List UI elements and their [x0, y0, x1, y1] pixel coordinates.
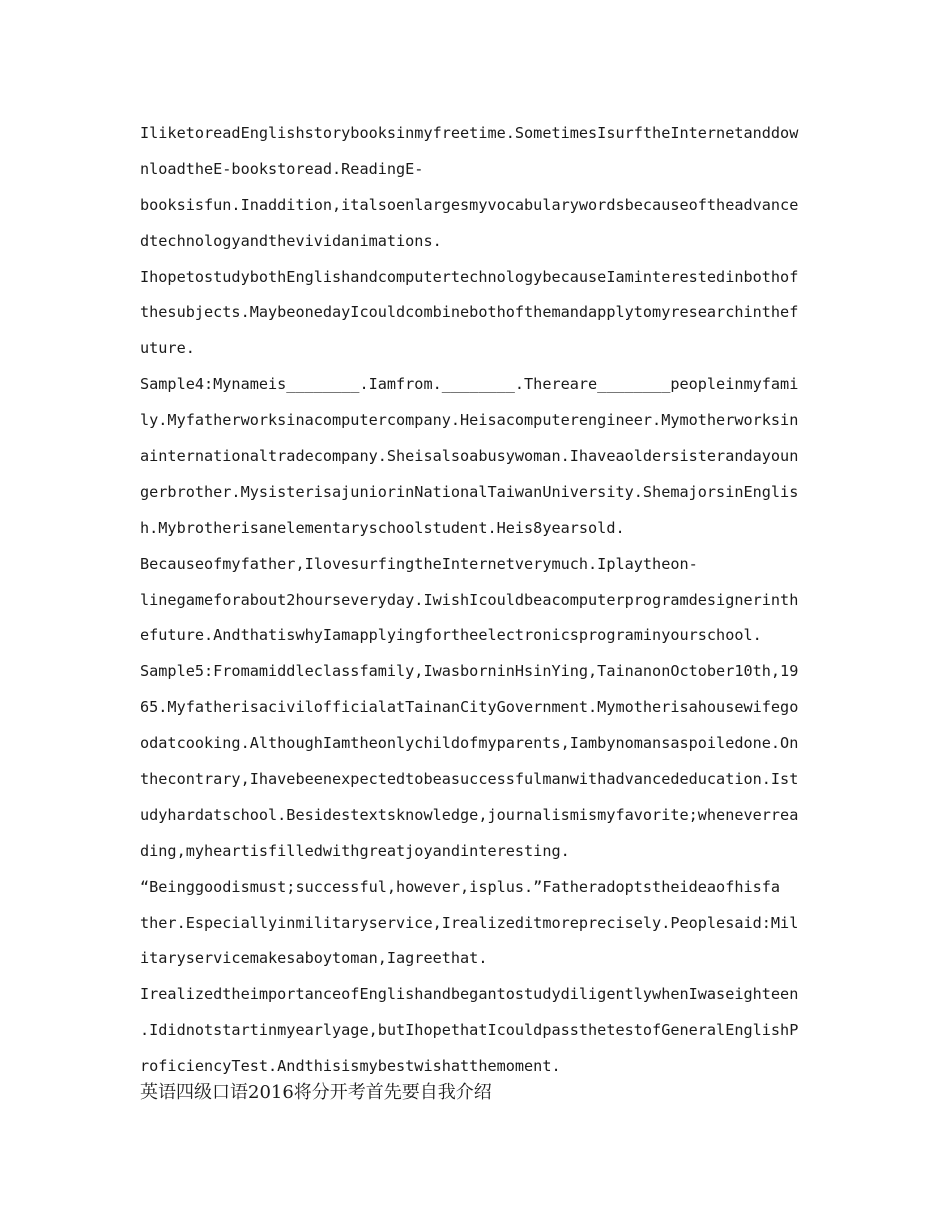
text-line: roficiencyTest.Andthisismybestwishatthemoment.: [140, 1057, 561, 1076]
text-line: uture.: [140, 339, 195, 358]
text-line: ainternationaltradecompany.Sheisalsoabusywoman.Ihaveaoldersisterandayoun: [140, 447, 799, 466]
text-line: Sample4:Mynameis________.Iamfrom.________.Thereare________peopleinmyfami: [140, 375, 799, 394]
text-line: dtechnologyandthevividanimations.: [140, 231, 442, 250]
text-line: ther.Especiallyinmilitaryservice,Irealizeditmoreprecisely.Peoplesaid:Mil: [140, 913, 799, 932]
text-line: IhopetostudybothEnglishandcomputertechnologybecauseIaminterestedinbothof: [140, 267, 799, 286]
text-line: efuture.AndthatiswhyIamapplyingfortheelectronicsprograminyourschool.: [140, 626, 762, 645]
text-line: Sample5:Fromamiddleclassfamily,IwasborninHsinYing,TainanonOctober10th,19: [140, 662, 799, 681]
text-line: itaryservicemakesaboytoman,Iagreethat.: [140, 949, 488, 968]
text-line: nloadtheE-bookstoread.ReadingE-: [140, 159, 424, 178]
text-line: ding,myheartisfilledwithgreatjoyandinteresting.: [140, 841, 570, 860]
text-line: h.Mybrotherisanelementaryschoolstudent.Heis8yearsold.: [140, 518, 625, 537]
text-line: 65.MyfatherisacivilofficialatTainanCityGovernment.Mymotherisahousewifego: [140, 698, 799, 717]
text-line: Becauseofmyfather,IlovesurfingtheInternetverymuch.Iplaytheon-: [140, 554, 698, 573]
text-line: gerbrother.MysisterisajuniorinNationalTaiwanUniversity.ShemajorsinEnglis: [140, 482, 799, 501]
text-line: odatcooking.AlthoughIamtheonlychildofmyparents,Iambynomansaspoiledone.On: [140, 734, 799, 753]
text-line: “Beinggoodismust;successful,however,isplus.”Fatheradoptstheideaofhisfa: [140, 877, 781, 896]
section-heading: 英语四级口语2016将分开考首先要自我介绍: [140, 1082, 492, 1103]
body-text: [140, 116, 820, 1085]
text-line: ly.Myfatherworksinacomputercompany.Heisacomputerengineer.Mymotherworksin: [140, 411, 799, 430]
text-line: IliketoreadEnglishstorybooksinmyfreetime.SometimesIsurftheInternetanddow: [140, 124, 799, 142]
text-line: booksisfun.Inaddition,italsoenlargesmyvocabularywordsbecauseoftheadvance: [140, 195, 799, 214]
text-line: thecontrary,Ihavebeenexpectedtobeasuccessfulmanwithadvancededucation.Ist: [140, 770, 799, 789]
text-line: IrealizedtheimportanceofEnglishandbegantostudydiligentlywhenIwaseighteen: [140, 985, 799, 1004]
text-line: .Ididnotstartinmyearlyage,butIhopethatIcouldpassthetestofGeneralEnglishP: [140, 1021, 799, 1040]
text-line: thesubjects.MaybeonedayIcouldcombinebothofthemandapplytomyresearchinthef: [140, 303, 799, 322]
text-line: udyhardatschool.Besidestextsknowledge,journalismismyfavorite;wheneverrea: [140, 805, 799, 824]
text-line: linegameforabout2hourseveryday.IwishIcouldbeacomputerprogramdesignerinth: [140, 590, 799, 609]
